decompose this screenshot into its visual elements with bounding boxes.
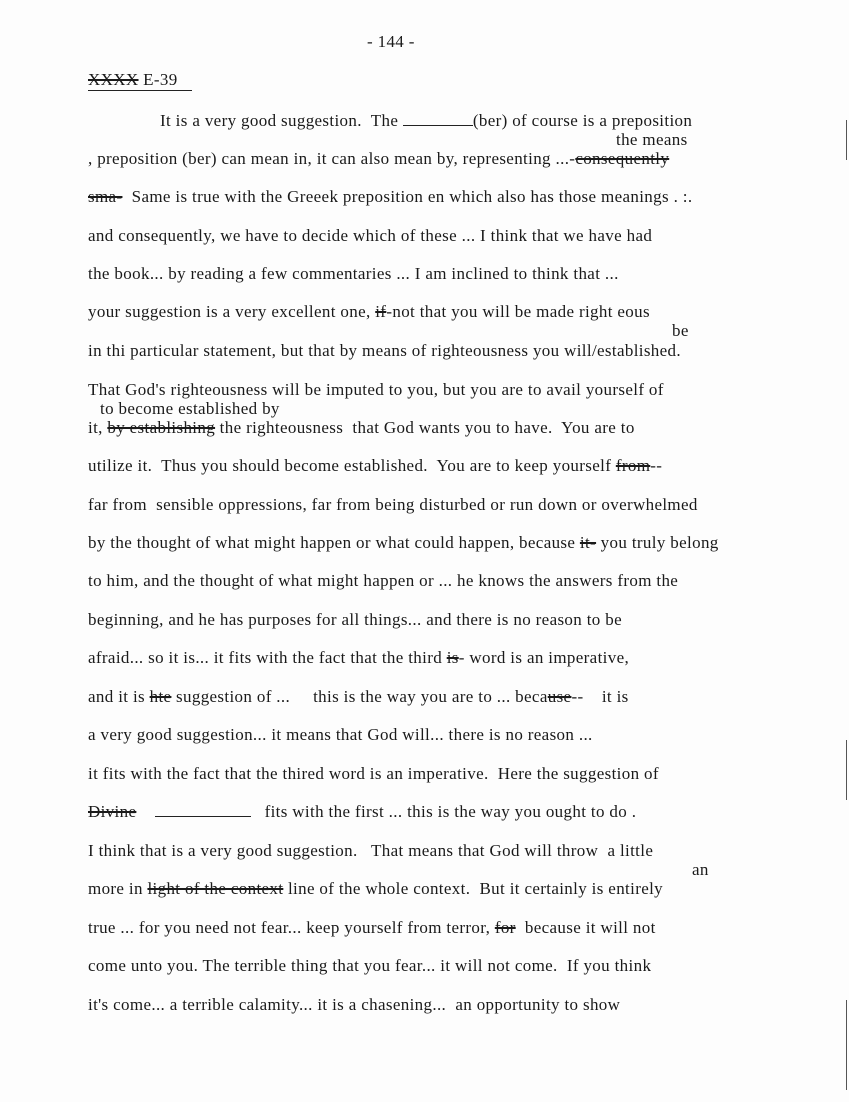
scan-edge-mark (846, 740, 848, 800)
text-segment: the righteousness that God wants you to have. You are to (215, 418, 635, 437)
text-line (88, 380, 664, 400)
text-segment: your suggestion is a very excellent one, (88, 302, 376, 321)
text-segment: an (692, 860, 709, 879)
struck-text: Divine (88, 802, 137, 821)
text-line (88, 841, 653, 861)
text-segment: it fits with the fact that the thired word is an imperative. Here the suggestion of (88, 764, 659, 783)
text-segment: , preposition (ber) can mean in, it can also mean by, representing ...- (88, 149, 576, 168)
text-segment: by the thought of what might happen or what could happen, because (88, 533, 580, 552)
text-segment: it's come... a terrible calamity... it is a chasening... an opportunity to show (88, 995, 621, 1014)
text-segment: and it is (88, 687, 150, 706)
text-line (100, 399, 280, 419)
text-segment: line of the whole context. But it certainly is entirely (283, 879, 664, 898)
text-line (88, 187, 692, 207)
text-segment: true ... for you need not fear... keep yourself from terror, (88, 918, 495, 937)
text-segment: -- it is (571, 687, 629, 706)
reference-label: E-39 (138, 70, 178, 89)
text-line (88, 418, 635, 438)
text-segment: come unto you. The terrible thing that you fear... it will not come. If you think (88, 956, 652, 975)
struck-text: hte (149, 687, 172, 706)
struck-text: for (494, 918, 516, 937)
struck-reference-prefix: XXXX (88, 70, 139, 89)
text-segment: far from sensible oppressions, far from being disturbed or run down or overwhelmed (88, 495, 698, 514)
text-line (88, 264, 619, 284)
text-segment: more in (88, 879, 148, 898)
text-segment: be (672, 321, 689, 340)
text-line (616, 130, 688, 150)
scan-edge-mark (846, 1000, 848, 1090)
text-segment: you truly belong (596, 533, 719, 552)
text-line (88, 648, 629, 668)
text-line (672, 321, 689, 341)
text-line (160, 111, 692, 131)
text-segment: It is a very good suggestion. The (160, 111, 403, 130)
blank-underline (155, 802, 251, 817)
text-segment: (ber) of course is a preposition (472, 111, 693, 130)
text-line (88, 610, 622, 630)
text-line (88, 918, 656, 938)
text-segment: That God's righteousness will be imputed to you, but you are to avail yourself of (88, 380, 664, 399)
text-segment: fits with the first ... this is the way you ought to do . (250, 802, 637, 821)
text-line (88, 226, 652, 246)
text-segment: beginning, and he has purposes for all things... and there is no reason to be (88, 610, 623, 629)
struck-text: if (375, 302, 387, 321)
page-number: - 144 - (367, 32, 415, 51)
text-line (692, 860, 709, 880)
text-segment: to become established by (100, 399, 280, 418)
text-line (88, 725, 593, 745)
text-line (88, 687, 629, 707)
text-line (88, 571, 678, 591)
text-segment: -- (650, 456, 663, 475)
text-segment: because it will not (515, 918, 656, 937)
struck-text: sma- (88, 187, 123, 206)
struck-text: is (446, 648, 459, 667)
struck-text: use (547, 687, 572, 706)
text-line (88, 302, 650, 322)
struck-text: from (615, 456, 651, 475)
text-segment: a very good suggestion... it means that God will... there is no reason ... (88, 725, 593, 744)
text-segment: utilize it. Thus you should become established. You are to keep yourself (88, 456, 616, 475)
text-line (88, 149, 669, 169)
text-segment: it, (88, 418, 108, 437)
text-line (88, 533, 719, 553)
text-segment: in thi particular statement, but that by means of righteousness you will/established. (88, 341, 681, 360)
text-segment: to him, and the thought of what might happen or ... he knows the answers from the (88, 571, 679, 590)
blank-underline (403, 111, 473, 126)
text-line (88, 956, 651, 976)
text-segment: suggestion of ... this is the way you are to ... beca (171, 687, 548, 706)
text-line (88, 879, 663, 899)
text-line (88, 456, 662, 476)
text-line (88, 995, 620, 1015)
struck-text: by establishing (107, 418, 216, 437)
text-line (88, 764, 659, 784)
text-segment: afraid... so it is... it fits with the fact that the third (88, 648, 447, 667)
document-reference (88, 70, 192, 91)
text-line (88, 802, 636, 822)
text-segment: and consequently, we have to decide which of these ... I think that we have had (88, 226, 653, 245)
text-segment: the book... by reading a few commentaries ... I am inclined to think that ... (88, 264, 619, 283)
struck-text: it- (579, 533, 597, 552)
text-line (88, 341, 681, 361)
struck-text: consequently (575, 149, 670, 168)
text-segment: Same is true with the Greeek preposition en which also has those meanings . :. (122, 187, 693, 206)
text-segment (136, 802, 154, 821)
text-segment: I think that is a very good suggestion. That means that God will throw a little (88, 841, 654, 860)
scan-edge-mark (846, 120, 848, 160)
text-segment: the means (616, 130, 688, 149)
text-segment: -not that you will be made right eous (386, 302, 650, 321)
text-segment: - word is an imperative, (458, 648, 630, 667)
text-line (88, 495, 698, 515)
struck-text: light of the context (147, 879, 284, 898)
